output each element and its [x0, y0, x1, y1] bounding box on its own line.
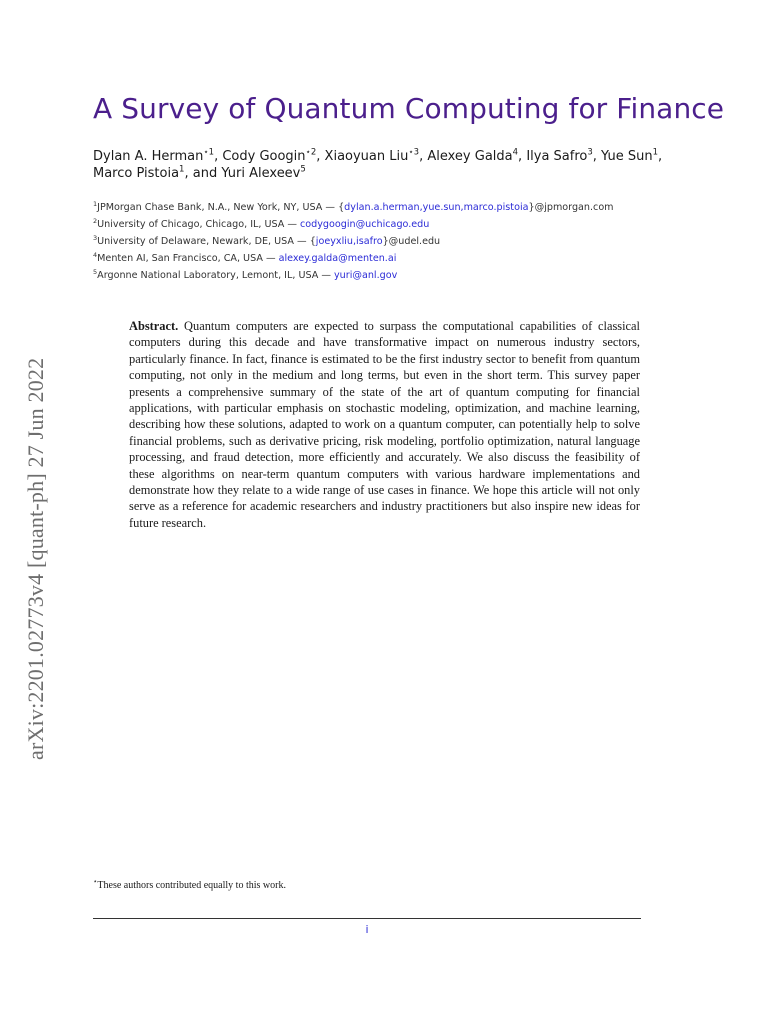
affiliation-item	[93, 250, 693, 267]
author-mark: ⋆2	[305, 147, 317, 158]
author-mark: 5	[300, 164, 306, 175]
affiliation-link-suffix: }@jpmorgan.com	[528, 202, 614, 213]
abstract-text: Quantum computers are expected to surpass the computational capabilities of classical computers during this decade and have transformative impact on numerous industry sectors, particularly finance. In fact, finance is estimated to be the first industry sector to benefit from quantum computing, not only in the medium and long terms, but even in the short term. This survey paper presents a comprehensive summary of the state of the art of quantum computing for financial applications, with particular emphasis on stochastic modeling, optimization, and machine learning, describing how these solutions, adapted to work on a quantum computer, can potentially help to solve financial problems, such as derivative pricing, risk modeling, portfolio optimization, natural language processing, and fraud detection, more efficiently and accurately. We also discuss the feasibility of these algorithms on near-term quantum computers with various hardware implementations and demonstrate how they relate to a wide range of use cases in finance. We hope this article will not only serve as a reference for academic researchers and industry practitioners but also inspire new ideas for future research.	[129, 319, 640, 530]
affiliation-email-link[interactable]: codygoogin@uchicago.edu	[300, 219, 430, 230]
arxiv-identifier-stamp: arXiv:2201.02773v4 [quant-ph] 27 Jun 2022	[23, 357, 48, 760]
page-number[interactable]	[0, 923, 734, 936]
affiliation-item	[93, 199, 693, 216]
footnote	[93, 877, 286, 891]
page-number-label[interactable]: i	[365, 923, 369, 936]
author-mark: 1	[179, 164, 185, 175]
affiliation-email-link[interactable]: yuri@anl.gov	[334, 270, 398, 281]
author-mark: 3	[587, 147, 593, 158]
affiliation-text: JPMorgan Chase Bank, N.A., New York, NY, USA —	[97, 202, 339, 213]
author-name: Marco Pistoia	[93, 166, 180, 181]
author-name: Ilya Safro	[526, 149, 588, 164]
author-name: Dylan A. Herman	[93, 149, 204, 164]
paper-title: A Survey of Quantum Computing for Finance	[93, 92, 725, 125]
author-list: Dylan A. Herman$^{⋆1}$, Cody Googin$^{⋆2}$, Xiaoyuan Liu$^{⋆3}$, Alexey Galda$^4$, Ilya Safro$^3$, Yue Sun$^1$, Marco Pistoia$^1$, and Yuri Alexeev$^5$	[93, 147, 663, 181]
footnote-mark: ⋆	[93, 877, 98, 886]
author-mark: 1	[652, 147, 659, 158]
affiliation-text: Menten AI, San Francisco, CA, USA —	[97, 253, 279, 264]
author-name: Cody Googin	[222, 149, 306, 164]
affiliation-list	[93, 199, 693, 284]
affiliation-link-prefix: {	[309, 236, 316, 247]
author-name: Yuri Alexeev	[221, 166, 301, 181]
affiliation-email-link[interactable]: joeyxliu,isafro	[315, 236, 383, 247]
author-name: Alexey Galda	[427, 149, 513, 164]
affiliation-link-suffix: }@udel.edu	[382, 236, 441, 247]
affiliation-item	[93, 233, 693, 250]
author-name: Yue Sun	[601, 149, 653, 164]
footer-rule	[93, 918, 641, 919]
affiliation-item	[93, 216, 693, 233]
affiliation-email-link[interactable]: dylan.a.herman,yue.sun,marco.pistoia	[344, 202, 529, 213]
author-mark: ⋆3	[408, 147, 420, 158]
affiliation-link-prefix: {	[338, 202, 345, 213]
abstract-label: Abstract.	[129, 319, 179, 333]
affiliation-number: 2	[93, 216, 98, 225]
abstract	[129, 318, 640, 531]
author-mark: ⋆1	[203, 147, 215, 158]
author-mark: 4	[512, 147, 519, 158]
affiliation-number: 3	[93, 233, 98, 242]
affiliation-item	[93, 267, 693, 284]
author-name: Xiaoyuan Liu	[324, 149, 409, 164]
affiliation-number: 4	[93, 250, 98, 259]
affiliation-text: University of Chicago, Chicago, IL, USA —	[97, 219, 301, 230]
author-separator: and	[192, 166, 218, 181]
affiliation-number: 5	[93, 267, 98, 276]
affiliation-text: University of Delaware, Newark, DE, USA —	[97, 236, 310, 247]
affiliation-number: 1	[93, 199, 98, 208]
affiliation-text: Argonne National Laboratory, Lemont, IL, USA —	[97, 270, 334, 281]
footnote-text: These authors contributed equally to this work.	[97, 880, 286, 891]
affiliation-email-link[interactable]: alexey.galda@menten.ai	[278, 253, 397, 264]
